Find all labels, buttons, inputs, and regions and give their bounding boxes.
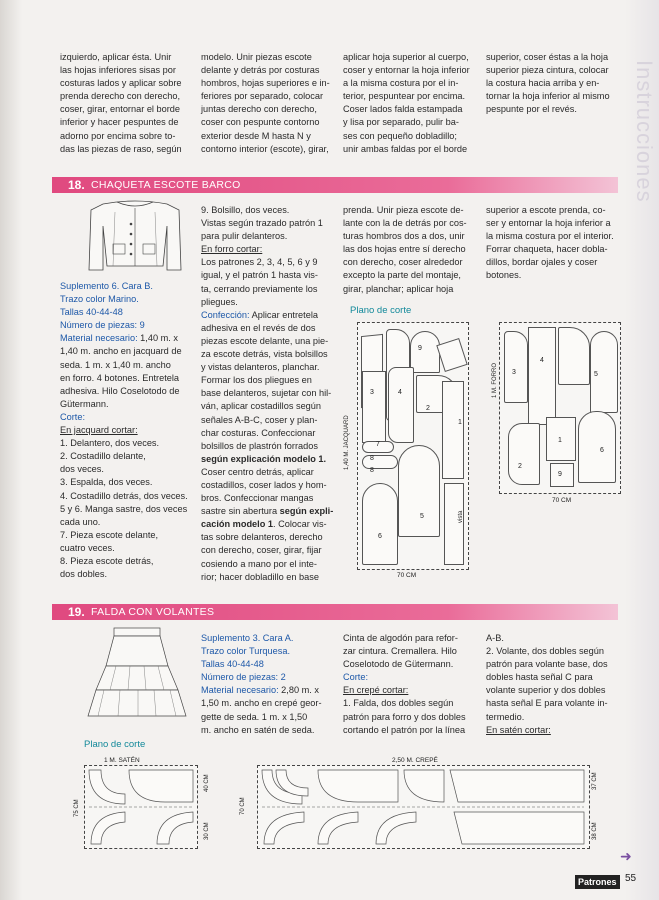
text-line: botones.: [486, 270, 522, 281]
section19-col-2: [201, 632, 339, 737]
cutting-plan-heading: Plano de corte: [84, 739, 146, 750]
text-line: las hojas inferiores sisas por: [60, 65, 176, 76]
top-col-4: [486, 51, 621, 116]
text-line: Vistas según trazado patrón 1: [201, 218, 323, 229]
cutting-plan-crepe: [257, 765, 590, 849]
text-line: superior, coser éstas a la hoja: [486, 52, 609, 62]
piece-number: 5: [420, 513, 424, 520]
text-line: coser, girar, entornar el borde: [60, 104, 181, 115]
cut-item: 8. Pieza escote detrás,: [60, 555, 154, 566]
piece-number: 3: [370, 389, 374, 396]
text-line: las dos hojas entre sí derecho: [343, 244, 466, 255]
text-line: ses con pequeño dobladillo;: [343, 130, 457, 141]
text-line: zar cintura. Cremallera. Hilo: [343, 646, 457, 657]
section-number: 19.: [68, 605, 85, 619]
piece-number: 8: [370, 467, 374, 474]
piece-number: 4: [398, 389, 402, 396]
text-line: Formar los dos pliegues en: [201, 375, 312, 386]
piece-number: 6: [378, 533, 382, 540]
text-line: excepto la parte del montaje,: [343, 270, 461, 281]
text-line: y vistas delanteros, planchar.: [201, 362, 320, 373]
text-line: sastre sin abertura: [201, 506, 278, 517]
text-line: lante con la de detrás por cos-: [343, 218, 467, 229]
cut-item: 2. Costadillo delante,: [60, 451, 146, 462]
fabric-height-label: 1 M. FORRO: [492, 362, 498, 398]
fabric-height-label: 38 CM: [592, 822, 598, 840]
pattern-piece: [504, 331, 528, 403]
fabric-width-label: 70 CM: [552, 497, 572, 504]
cutting-plan-lining: [499, 322, 621, 494]
text-line: contorno interior (escote), girar,: [201, 143, 329, 154]
cut-item: cada uno.: [60, 516, 101, 527]
jacket-illustration: [83, 196, 188, 274]
text-line: dobles hasta señal C para: [486, 672, 593, 683]
text-line: cación modelo 1: [201, 519, 273, 530]
text-line: coser y entornar la hoja inferior: [343, 65, 470, 76]
text-line: feriores por separado, colocar: [201, 91, 324, 102]
text-line: costuras lados y aplicar sobre: [60, 78, 182, 89]
fabric-height-label: 30 CM: [204, 822, 210, 840]
magazine-logo: Patrones: [575, 875, 620, 889]
text-line: hombros, hojas superiores e in-: [201, 78, 330, 89]
text-line: girar, planchar; aplicar hoja: [343, 283, 454, 294]
section-title: FALDA CON VOLANTES: [91, 606, 215, 618]
pattern-piece: [550, 463, 574, 487]
text-line: bros. Confeccionar mangas: [201, 493, 314, 504]
crepe-pieces: [258, 766, 589, 848]
text-line: superior a escote prenda, co-: [486, 205, 606, 215]
cut-item: dos veces.: [60, 464, 104, 475]
section18-col-4: [486, 204, 624, 283]
text-line: con derecho, coser, girar, fijar: [201, 545, 322, 556]
text-line: bolsillos de plastrón forrados: [201, 440, 318, 451]
page-gutter: [0, 0, 22, 900]
top-col-1: [60, 51, 200, 156]
text-line: aplicar hoja superior al cuerpo,: [343, 52, 469, 62]
text-line: base delanteros, sujetar con hil-: [201, 388, 332, 399]
piece-number: 1: [458, 419, 462, 426]
cut-subheading: En forro cortar:: [201, 244, 263, 255]
text-line: a la misma costura por el in-: [343, 78, 459, 89]
piece-count: Número de piezas: 2: [201, 672, 286, 683]
piece-number: 1: [558, 437, 562, 444]
text-line: char costuras. Confeccionar: [201, 427, 316, 438]
text-line: tas sobre delanteros, derecho: [201, 532, 323, 543]
text-line: piezas escote delante, una pie-: [201, 335, 329, 346]
text-line: pliegues.: [201, 296, 238, 307]
cutting-plan-jacquard: [357, 322, 469, 570]
pattern-piece: [508, 423, 540, 485]
piece-count: Número de piezas: 9: [60, 320, 145, 331]
supplement: Suplemento 6. Cara B.: [60, 281, 153, 291]
skirt-illustration: [86, 626, 188, 722]
text-line: 2. Volante, dos dobles según: [486, 646, 604, 657]
material-label: Material necesario:: [201, 685, 279, 696]
text-line: Aplicar entretela: [249, 309, 318, 320]
text-line: Coser lados falda estampada: [343, 104, 463, 115]
piece-number: 6: [600, 447, 604, 454]
section19-col-4: [486, 632, 621, 737]
text-line: termedio.: [486, 711, 525, 722]
fabric-height-label: 75 CM: [74, 799, 80, 817]
text-line: con derecho, coser alrededor: [343, 257, 463, 268]
text-line: m. ancho en satén de seda.: [201, 724, 315, 735]
cutting-plan-heading: Plano de corte: [350, 305, 412, 316]
fabric-height-label: 37 CM: [592, 772, 598, 790]
text-line: A-B.: [486, 633, 504, 643]
text-line: ta, cerrando previamente los: [201, 283, 318, 294]
pattern-piece: [398, 445, 440, 537]
trace-color: Trazo color Marino.: [60, 294, 139, 305]
top-col-3: [343, 51, 481, 156]
cut-item: 4. Costadillo detrás, dos veces.: [60, 490, 188, 501]
assembly-heading: Confección:: [201, 309, 250, 320]
cut-item: 3. Espalda, dos veces.: [60, 477, 153, 488]
text-line: unir ambas faldas por el borde: [343, 143, 468, 154]
text-line: según explicación modelo 1.: [201, 453, 327, 464]
pattern-piece: [444, 483, 464, 565]
text-line: la costura hacia arriba y en-: [486, 78, 600, 89]
piece-number: 9: [418, 345, 422, 352]
cut-item: 5 y 6. Manga sastre, dos veces: [60, 503, 188, 514]
section-title: CHAQUETA ESCOTE BARCO: [91, 179, 241, 191]
text-line: la misma costura por el interior.: [486, 231, 614, 242]
pattern-piece: [442, 381, 464, 479]
text-line: za escote detrás, vista bolsillos: [201, 349, 328, 360]
text-line: 1. Falda, dos dobles según: [343, 698, 454, 709]
cutting-plan-satin: [84, 765, 198, 849]
text-line: costadillos, coser lados y hom-: [201, 479, 327, 490]
pattern-piece: [410, 331, 440, 373]
piece-number: 2: [426, 405, 430, 412]
text-line: seda. 1 m. x 1,40 m. ancho: [60, 359, 171, 370]
section18-col-1: [60, 280, 198, 581]
section18-col-2: [201, 204, 339, 584]
cut-heading: Corte:: [343, 672, 369, 683]
piece-label: vista: [458, 510, 464, 523]
arrow-right-icon: ➜: [620, 848, 632, 864]
text-line: inferior y hacer pespuntes de: [60, 117, 179, 128]
sizes: Tallas 40-44-48: [60, 307, 123, 318]
text-line: coser con pespunte contorno: [201, 117, 320, 128]
text-line: 1,50 m. ancho en crepé geor-: [201, 698, 322, 709]
cut-subheading: En crepé cortar:: [343, 685, 409, 696]
text-line: prenda derecho con derecho,: [60, 91, 181, 102]
text-line: tornar la hoja inferior al mismo: [486, 91, 610, 102]
text-line: adhesiva. Hilo Coselotodo de: [60, 385, 180, 396]
pattern-piece: [436, 338, 467, 372]
piece-number: 8: [370, 455, 374, 462]
supplement: Suplemento 3. Cara A.: [201, 633, 294, 643]
section19-col-3: [343, 632, 481, 737]
fabric-height-label: 40 CM: [204, 774, 210, 792]
section18-col-3: [343, 204, 481, 296]
text-line: terior, pespuntear por encima.: [343, 91, 466, 102]
cut-item: 1. Delantero, dos veces.: [60, 438, 160, 449]
text-line: Cinta de algodón para refor-: [343, 633, 458, 643]
text-line: gette de seda. 1 m. x 1,50: [201, 711, 308, 722]
sizes: Tallas 40-44-48: [201, 659, 264, 670]
text-line: modelo. Unir piezas escote: [201, 52, 312, 62]
text-line: superior pieza cintura, colocar: [486, 65, 609, 76]
pattern-piece: [558, 327, 590, 385]
section-18-header: [52, 177, 618, 193]
text-line: turas hombros dos a dos, unir: [343, 231, 465, 242]
cut-item: dos dobles.: [60, 569, 107, 580]
text-line: prenda. Unir pieza escote de-: [343, 205, 464, 215]
text-line: según expli-: [277, 506, 334, 517]
text-line: para pulir delanteros.: [201, 231, 288, 242]
cut-subheading: En satén cortar:: [486, 724, 551, 735]
text-line: y lisa por separado, pulir ba-: [343, 117, 459, 128]
text-line: 9. Bolsillo, dos veces.: [201, 205, 290, 215]
cut-item: cuatro veces.: [60, 542, 115, 553]
text-line: en forro. 4 botones. Entretela: [60, 372, 180, 383]
text-line: cosiendo a mano por el inte-: [201, 558, 317, 569]
text-line: patrón para volante base, dos: [486, 659, 608, 670]
text-line: 1,40 m. ancho en jacquard de: [60, 346, 182, 357]
piece-number: 2: [518, 463, 522, 470]
text-line: das las piezas de raso, según: [60, 143, 182, 154]
text-line: Gütermann.: [60, 398, 109, 409]
text-line: juntas derecho con derecho,: [201, 104, 317, 115]
text-line: 1,40 m. x: [137, 333, 178, 344]
text-line: hasta señal E para volante in-: [486, 698, 608, 709]
fabric-width-label: 2,50 M. CREPÉ: [392, 757, 438, 764]
text-line: señales A-B-C, coser y plan-: [201, 414, 318, 425]
section-number: 18.: [68, 178, 85, 192]
text-line: Los patrones 2, 3, 4, 5, 6 y 9: [201, 257, 318, 268]
fabric-width-label: 1 M. SATÉN: [104, 757, 140, 764]
page-number: 55: [625, 873, 637, 884]
footer: [575, 872, 637, 887]
text-line: . Colocar vis-: [273, 519, 327, 530]
text-line: dillos, bordar ojales y coser: [486, 257, 598, 268]
volante-pieces: [85, 766, 197, 848]
piece-number: 4: [540, 357, 544, 364]
bleed-through-text: Instrucciones: [632, 60, 657, 203]
piece-number: 9: [558, 471, 562, 478]
text-line: cortando el patrón por la línea: [343, 724, 466, 735]
cut-heading: Corte:: [60, 411, 86, 422]
fabric-height-label: 70 CM: [240, 797, 246, 815]
fabric-width-label: 70 CM: [397, 572, 417, 579]
text-line: pespunte por el revés.: [486, 104, 577, 115]
text-line: Coselotodo de Gütermann.: [343, 659, 454, 670]
text-line: ván, aplicar costadillos según: [201, 401, 322, 412]
pattern-piece: [388, 367, 414, 443]
text-line: adhesiva en el revés de dos: [201, 322, 316, 333]
text-line: patrón para forro y dos dobles: [343, 711, 466, 722]
text-line: izquierdo, aplicar ésta. Unir: [60, 52, 172, 62]
section-19-header: [52, 604, 618, 620]
pattern-piece: [578, 411, 616, 483]
text-line: exterior desde M hasta N y: [201, 130, 311, 141]
cut-item: 7. Pieza escote delante,: [60, 529, 159, 540]
pattern-piece: [362, 371, 386, 443]
pattern-piece: [362, 455, 398, 469]
text-line: rior; hacer dobladillo en base: [201, 571, 319, 582]
piece-number: 3: [512, 369, 516, 376]
text-line: Coser centro detrás, aplicar: [201, 466, 314, 477]
top-col-2: [201, 51, 336, 156]
text-line: 2,80 m. x: [278, 685, 319, 696]
cut-subheading: En jacquard cortar:: [60, 425, 138, 436]
text-line: igual, y el patrón 1 hasta vis-: [201, 270, 318, 281]
text-line: delante y detrás por costuras: [201, 65, 320, 76]
text-line: ser y entornar la hoja inferior a: [486, 218, 611, 229]
material-label: Material necesario:: [60, 333, 138, 344]
piece-number: 7: [376, 441, 380, 448]
trace-color: Trazo color Turquesa.: [201, 646, 291, 657]
pattern-piece: [362, 483, 398, 565]
pattern-piece: [528, 327, 556, 425]
text-line: volante superior y dos dobles: [486, 685, 606, 696]
text-line: Forrar chaqueta, hacer dobla-: [486, 244, 608, 255]
fabric-height-label: 1,40 M. JACQUARD: [344, 415, 350, 470]
piece-number: 5: [594, 371, 598, 378]
text-line: adorno por encima sobre to-: [60, 130, 176, 141]
